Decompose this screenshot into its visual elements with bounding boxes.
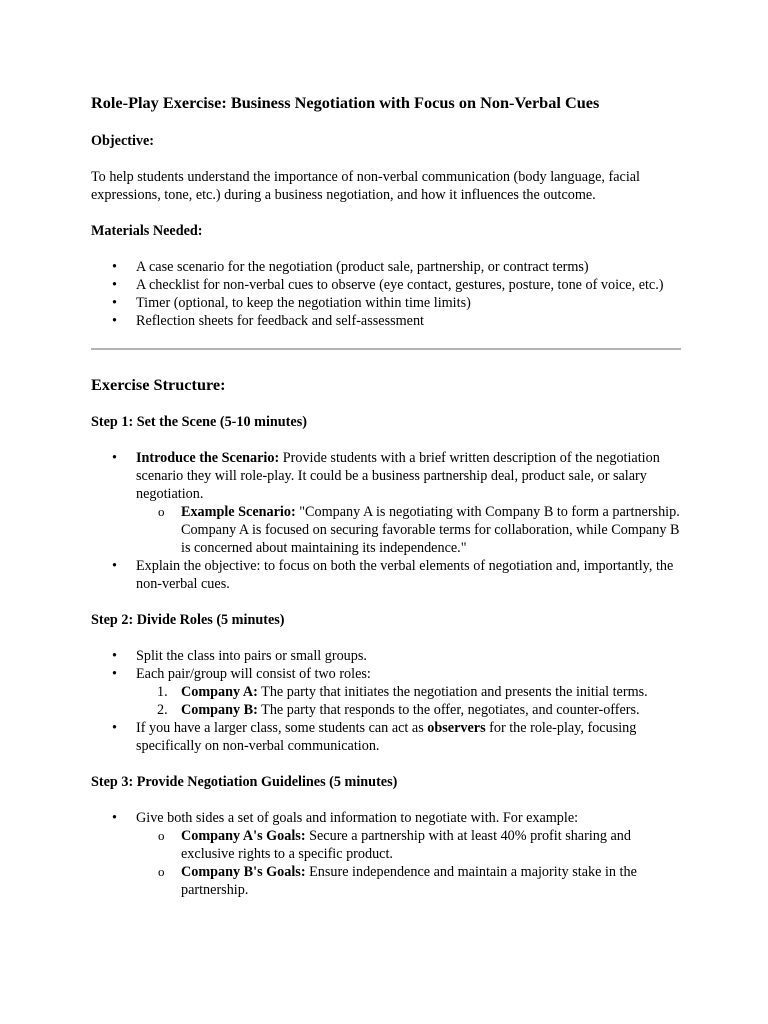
objective-text: To help students understand the importance of non-verbal communication (body language, facial expressions, tone, etc.) during a business negotiation, and how it influences the outcome. [91,169,640,203]
item-bold-label: observers [427,720,486,736]
item-text: Secure a partnership with at least 40% profit sharing and exclusive rights to a specific product. [181,828,631,862]
list-item [136,809,681,899]
item-bold-label: Introduce the Scenario: [136,450,280,466]
step2-heading: Step 2: Divide Roles (5 minutes) [91,612,285,628]
list-item [136,665,681,719]
list-item [136,719,681,755]
item-text: "Company A is negotiating with Company B to form a partnership. Company A is focused on securing favorable terms for collaboration, while Company B is concerned about maintaining its independence." [181,504,680,556]
list-item [181,863,681,899]
step1-list [91,449,681,593]
list-item: • Reflection sheets for feedback and self-assessment [136,312,681,330]
list-item [136,449,681,557]
item-bold-label: Company B's Goals: [181,864,306,880]
goals-list [136,827,681,899]
item-text: The party that initiates the negotiation and presents the initial terms. [257,684,648,700]
step1-heading: Step 1: Set the Scene (5-10 minutes) [91,414,307,430]
item-text: Provide students with a brief written description of the negotiation scenario they will role-play. It could be a business partnership deal, product sale, or salary negotiation. [136,450,660,502]
step3-heading: Step 3: Provide Negotiation Guidelines (5 minutes) [91,774,398,790]
item-text: for the role-play, focusing specifically on non-verbal communication. [136,720,637,754]
list-item [181,827,681,863]
list-item: • Explain the objective: to focus on both the verbal elements of negotiation and, importantly, the non-verbal cues. [136,557,681,593]
section-divider [91,348,681,350]
objective-label: Objective: [91,133,155,149]
item-bold-label: Example Scenario: [181,504,296,520]
list-item: • Timer (optional, to keep the negotiation within time limits) [136,294,681,312]
list-item [181,683,681,701]
list-item: • A case scenario for the negotiation (product sale, partnership, or contract terms) [136,258,681,276]
document-body [91,93,681,917]
step3-list [91,809,681,899]
item-text: Ensure independence and maintain a majority stake in the partnership. [181,864,637,898]
item-text: Give both sides a set of goals and information to negotiate with. For example: [136,810,579,826]
document-title: Role-Play Exercise: Business Negotiation with Focus on Non-Verbal Cues [91,93,600,112]
item-text: Each pair/group will consist of two roles: [136,666,371,682]
item-text: The party that responds to the offer, negotiates, and counter-offers. [257,702,640,718]
list-item [181,503,681,557]
list-item: • Split the class into pairs or small groups. [136,647,681,665]
step1-sublist [136,503,681,557]
structure-heading: Exercise Structure: [91,375,226,394]
item-bold-label: Company A's Goals: [181,828,306,844]
step2-list [91,647,681,755]
list-item [181,701,681,719]
roles-list [136,683,681,719]
item-text: If you have a larger class, some students can act as [136,720,428,736]
materials-list [91,258,681,330]
list-item: • A checklist for non-verbal cues to observe (eye contact, gestures, posture, tone of voice, etc.) [136,276,681,294]
materials-label: Materials Needed: [91,223,203,239]
item-bold-label: Company B: [181,702,258,718]
item-bold-label: Company A: [181,684,258,700]
